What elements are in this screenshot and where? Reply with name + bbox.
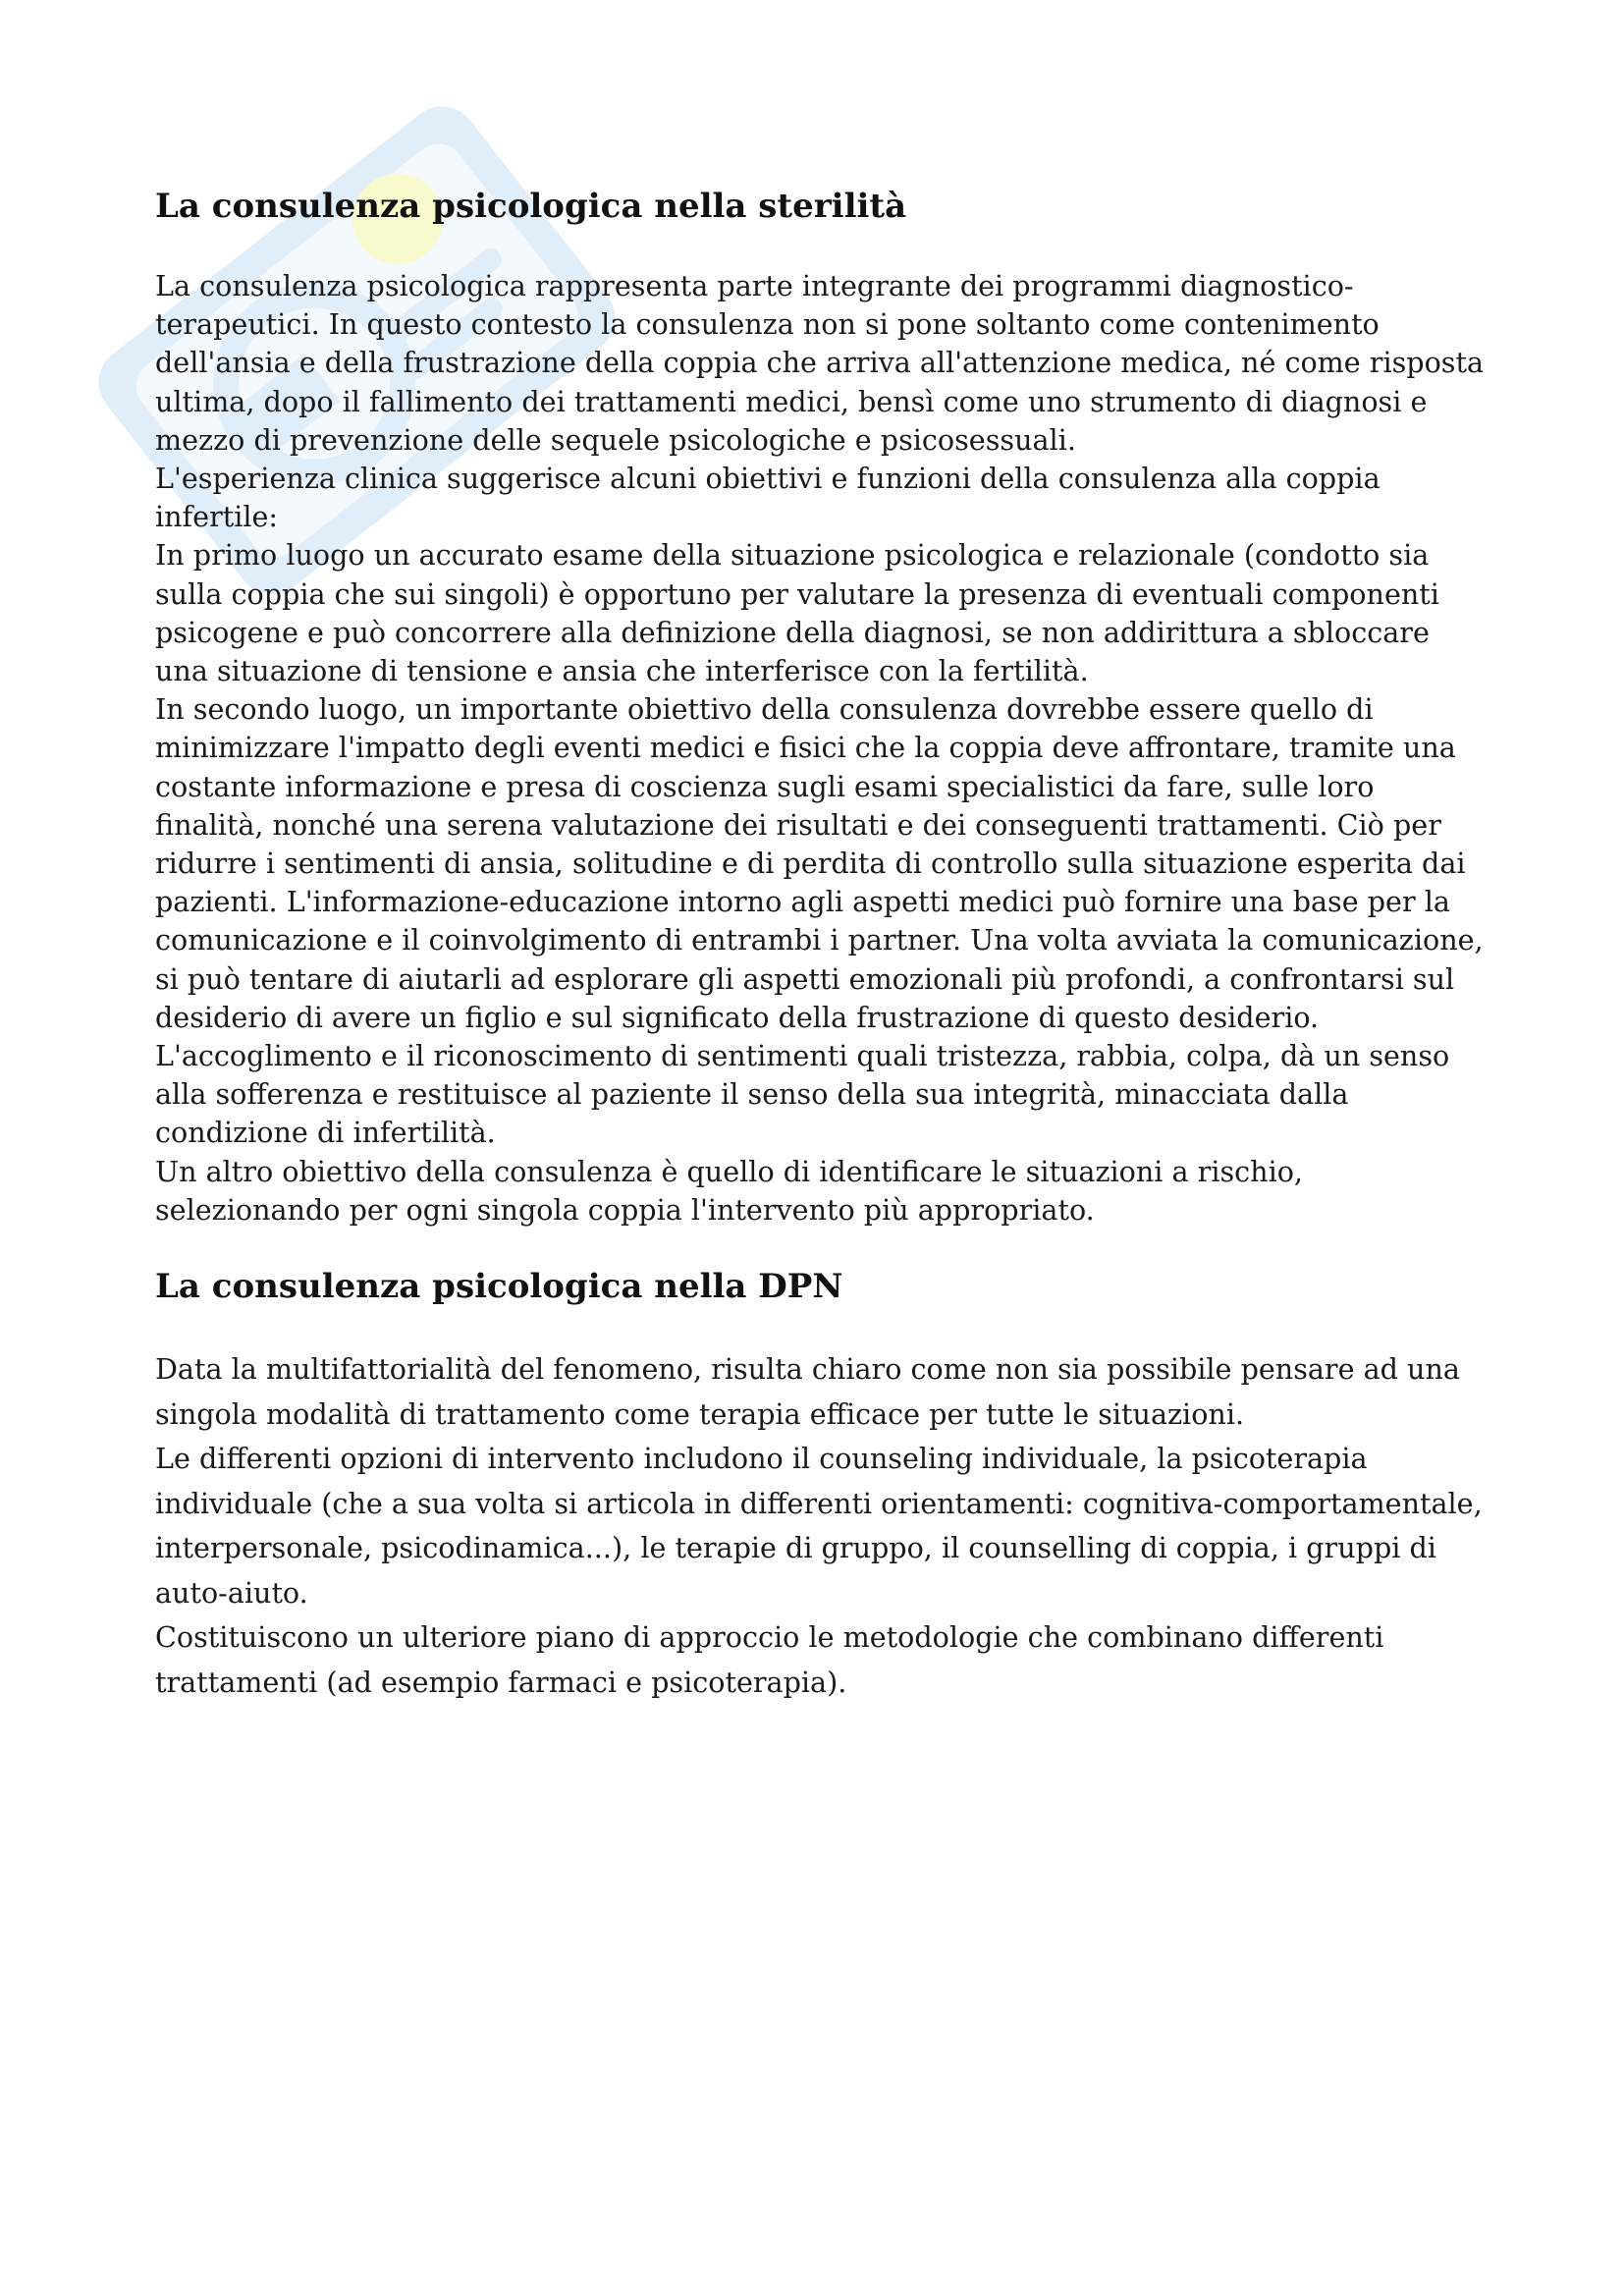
paragraph: Un altro obiettivo della consulenza è quello di identificare le situazioni a rischio, selezionando per ogni singola coppia l'intervento più appropriato. <box>155 1154 1304 1227</box>
paragraph: In secondo luogo, un importante obiettivo della consulenza dovrebbe essere quello di minimizzare l'impatto degli eventi medici e fisici che la coppia deve affrontare, tramite una costante informazione e presa di coscienza sugli esami specialistici da fare, sulle loro finalità, nonché una serena valutazione dei risultati e dei conseguenti trattamenti. Ciò per ridurre i sentimenti di ansia, solitudine e di perdita di controllo sulla situazione esperita dai pazienti. L'informazione-educazione intorno agli aspetti medici può fornire una base per la comunicazione e il coinvolgimento di entrambi i partner. Una volta avviata la comunicazione, si può tentare di aiutarli ad esplorare gli aspetti emozionali più profondi, a confrontarsi sul desiderio di avere un figlio e sul significato della frustrazione di questo desiderio. L'accoglimento e il riconoscimento di sentimenti quali tristezza, rabbia, colpa, dà un senso alla sofferenza e restituisce al paziente il senso della sua integrità, minacciata dalla condizione di infertilità. <box>155 692 1484 1150</box>
section-dpn <box>155 1265 1490 1705</box>
paragraph: La consulenza psicologica rappresenta parte integrante dei programmi diagnostico-terapeutici. In questo contesto la consulenza non si pone soltanto come contenimento dell'ansia e della frustrazione della coppia che arriva all'attenzione medica, né come risposta ultima, dopo il fallimento dei trattamenti medici, bensì come uno strumento di diagnosi e mezzo di prevenzione delle sequele psicologiche e psicosessuali. <box>155 269 1485 457</box>
section-heading: La consulenza psicologica nella DPN <box>155 1267 843 1307</box>
section-heading: La consulenza psicologica nella sterilità <box>155 187 907 226</box>
section-sterilita <box>155 185 1490 1230</box>
document-content <box>155 185 1490 1705</box>
paragraph: L'esperienza clinica suggerisce alcuni obiettivi e funzioni della consulenza alla coppia infertile: <box>155 462 1380 534</box>
paragraph: Le differenti opzioni di intervento includono il counseling individuale, la psicoterapia individuale (che a sua volta si articola in differenti orientamenti: cognitiva-comportamentale, interpersonale, psicodinamica...), le terapie di gruppo, il counselling di coppia, i gruppi di auto-aiuto. <box>155 1442 1483 1610</box>
paragraph: Data la multifattorialità del fenomeno, risulta chiaro come non sia possibile pensare ad una singola modalità di trattamento come terapia efficace per tutte le situazioni. <box>155 1352 1460 1431</box>
paragraph: In primo luogo un accurato esame della situazione psicologica e relazionale (condotto sia sulla coppia che sui singoli) è opportuno per valutare la presenza di eventuali componenti psicogene e può concorrere alla definizione della diagnosi, se non addirittura a sbloccare una situazione di tensione e ansia che interferisce con la fertilità. <box>155 538 1439 688</box>
paragraph: Costituiscono un ulteriore piano di approccio le metodologie che combinano differenti trattamenti (ad esempio farmaci e psicoterapia). <box>155 1620 1384 1699</box>
